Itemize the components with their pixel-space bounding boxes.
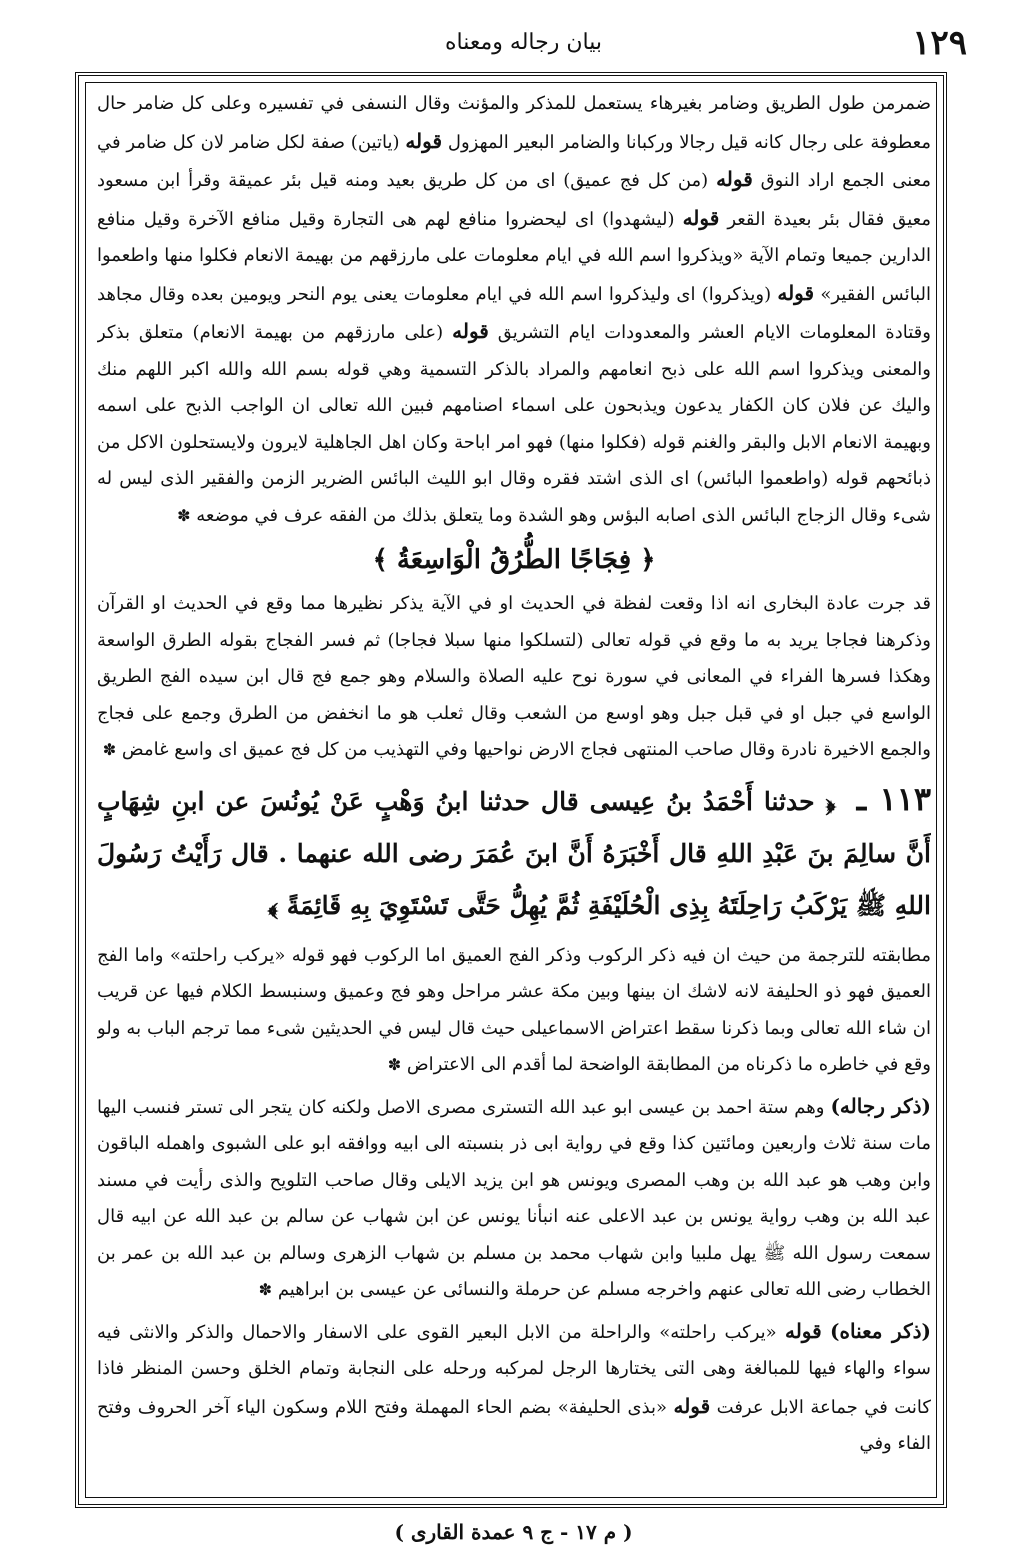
keyword-qawluhu: قوله bbox=[452, 319, 489, 343]
keyword-qawluhu: قوله bbox=[716, 167, 753, 191]
section-label: (ذكر رجاله) bbox=[830, 1093, 931, 1118]
paragraph-3 bbox=[97, 938, 931, 1084]
section-label: (ذكر معناه) bbox=[830, 1318, 931, 1343]
paragraph-text: (ويذكروا) اى وليذكروا اسم الله في ايام معلومات يعنى يوم النحر ويومين بعده وقال مجاهد وقتادة المعلومات الايام العشر والمعدودات ايام التشريق bbox=[97, 283, 931, 343]
page-header bbox=[80, 18, 967, 68]
paragraph-2 bbox=[97, 586, 931, 769]
paragraph-text: وهم ستة احمد بن عيسى ابو عبد الله التسترى مصرى الاصل ولكنه كان يتجر الى تستر فنسب اليها مات سنة ثلاث واربعين ومائتين كذا وقع في رواية ابى ذر بنسبته الى ابيه ووافقه ابو على الشبوى واهمله الباقون وابن وهب هو عبد الله بن وهب المصرى ويونس هو ابن يزيد الايلى وقال صاحب التلويح والذى رأيت في مسند عبد الله بن وهب رواية يونس بن عبد الاعلى عنه انبأنا يونس عن ابن شهاب عن سالم بن عبد الله عن ابيه قال سمعت رسول الله ﷺ يهل ملبيا وابن شهاب محمد بن مسلم بن شهاب الزهرى وسالم بن عبد الله بن عمر بن الخطاب رضى الله تعالى عنهم واخرجه مسلم عن حرملة والنسائى عن عيسى بن ابراهيم bbox=[97, 1096, 931, 1300]
paragraph-text: قد جرت عادة البخارى انه اذا وقعت لفظة في الحديث او في الآية يذكر نظيرها مما وقع في الحديث او القرآن وذكرهنا فجاجا يريد به ما وقع في قوله تعالى (لتسلكوا منها سبلا فجاجا) ثم فسر الفجاج بقوله الطرق الواسعة وهكذا فسرها الفراء في المعانى في سورة نوح عليه الصلاة والسلام وهو جمع فج قال ابن سيده الفج الطريق الواسع في جبل او في قبل جبل وهو اوسع من الشعب وقال ثعلب هو ما انخفض من الطرق وجمع على فجاج والجمع الاخيرة نادرة وقال صاحب المنتهى فجاج الارض نواحيها وفي التهذيب من كل فج عميق اى واسع غامض bbox=[97, 593, 931, 760]
paragraph-text: «بذى الحليفة» بضم الحاء المهملة وفتح اللام وسكون الياء آخر الحروف وفتح الفاء وفي bbox=[97, 1396, 931, 1454]
printer-signature: ( م ١٧ - ج ٩ عمدة القارى ) bbox=[394, 1520, 633, 1544]
keyword-qawluhu: قوله bbox=[682, 205, 720, 230]
paragraph-5 bbox=[97, 1313, 931, 1463]
page-number: ١٢٩ bbox=[912, 23, 967, 63]
commentary-body bbox=[97, 86, 931, 1498]
paragraph-text: «يركب راحلته» والراحلة من الابل البعير القوى على الاسفار والاحمال والذكر والانثى فيه سواء والهاء فيها للمبالغة وهى التى يختارها الرجل لمركبه ورحله على النجابة وتمام الخلق وحسن المنظر فاذا كانت في جماعة الابل عرفت bbox=[97, 1321, 931, 1418]
keyword-qawluhu: قوله bbox=[673, 1393, 711, 1418]
paragraph-text: (ياتين) صفة لكل ضامر لان كل ضامر في معنى الجمع اراد النوق bbox=[97, 131, 931, 191]
paragraph-text: (ليشهدوا) اى ليحضروا منافع لهم هى التجارة وقيل منافع الآخرة وقيل منافع الدارين جميعا وتمام الآية «ويذكروا اسم الله في ايام معلومات على مارزقهم من بهيمة الانعام فكلوا منها واطعموا البائس الفقير» bbox=[97, 208, 931, 305]
end-star-icon: ✽ bbox=[258, 1280, 273, 1299]
paragraph-text: ضمرمن طول الطريق وضامر بغيرهاء يستعمل للمذكر والمؤنث وقال النسفى في تفسيره وعلى كل ضامر حال معطوفة على رجال كانه قيل رجالا وركبانا والضامر البعير المهزول bbox=[97, 93, 931, 153]
hadith-text bbox=[97, 773, 931, 932]
paragraph-text: مطابقته للترجمة من حيث ان فيه ذكر الركوب وذكر الفج العميق اما الركوب فهو قوله «يركب راحلته» واما الفج العميق فهو ذو الحليفة لانه لاشك ان بينها وبين مكة عشر مراحل وهو فج وعميق وسنبسط الكلام فيها عن قريب ان شاء الله تعالى وبما ذكرنا سقط اعتراض الاسماعيلى حيث قال ليس في الحديثين شىء مما ترجم الباب به ولو وقع في خاطره ما ذكرناه من المطابقة الواضحة لما أقدم الى الاعتراض bbox=[97, 944, 931, 1075]
section-title: ﴿ فِجَاجًا الطُّرُقُ الْوَاسِعَةُ ﴾ bbox=[372, 545, 656, 575]
end-star-icon: ✽ bbox=[177, 505, 191, 525]
text-frame bbox=[75, 72, 947, 1508]
paragraph-text: (على مارزقهم من بهيمة الانعام) متعلق بذكر والمعنى ويذكروا اسم الله على ذبح انعامهم والمراد بالذكر التسمية وهي قوله بسم الله والله اكبر اللهم منك واليك عن فلان كان الكفار يدعون ويذبحون على اسماء اصنامهم فبين الله تعالى ان الواجب الذبح على اسمه وبهيمة الانعام الابل والبقر والغنم قوله (فكلوا منها) فهو امر اباحة وكان اهل الجاهلية لايرون ولايستحلون الاكل من ذبائحهم قوله (واطعموا البائس) اى الذى اشتد فقره وقال ابو الليث البائس الضرير الزمن والفقير الذى ليس له شىء وقال الزجاج البائس الذى اصابه البؤس وهو الشدة وما يتعلق بذلك من الفقه عرف في موضعه bbox=[97, 322, 931, 526]
running-title: بيان رجاله ومعناه bbox=[445, 30, 602, 55]
hadith-number: ١١٣ ـ bbox=[856, 779, 931, 818]
paragraph-4 bbox=[97, 1088, 931, 1309]
keyword-qawluhu: قوله bbox=[784, 1318, 822, 1343]
hadith-matn: ﴿ حدثنا أَحْمَدُ بنُ عِيسى قال حدثنا ابنُ وَهْبٍ عَنْ يُونُسَ عن ابنِ شِهَابٍ أَنَّ سالِمَ بنَ عَبْدِ اللهِ قال أَخْبَرَهُ أَنَّ ابنَ عُمَرَ رضى الله عنهما . قال رَأَيْتُ رَسُولَ اللهِ ﷺ يَرْكَبُ رَاحِلَتَهُ بِذِى الْحُلَيْفَةِ ثُمَّ يُهِلُّ حَتَّى تَسْتَوِيَ بِهِ قَائِمَةً ﴾ bbox=[97, 786, 931, 920]
end-star-icon: ✽ bbox=[387, 1055, 402, 1074]
paragraph-text: (من كل فج عميق) اى من كل طريق بعيد ومنه قيل بئر عميقة وقرأ ابن مسعود معيق فقال بئر بعيدة القعر bbox=[97, 170, 931, 230]
keyword-qawluhu: قوله bbox=[405, 128, 443, 153]
paragraph-1 bbox=[97, 86, 931, 534]
keyword-qawluhu: قوله bbox=[777, 280, 815, 305]
end-star-icon: ✽ bbox=[102, 740, 117, 759]
